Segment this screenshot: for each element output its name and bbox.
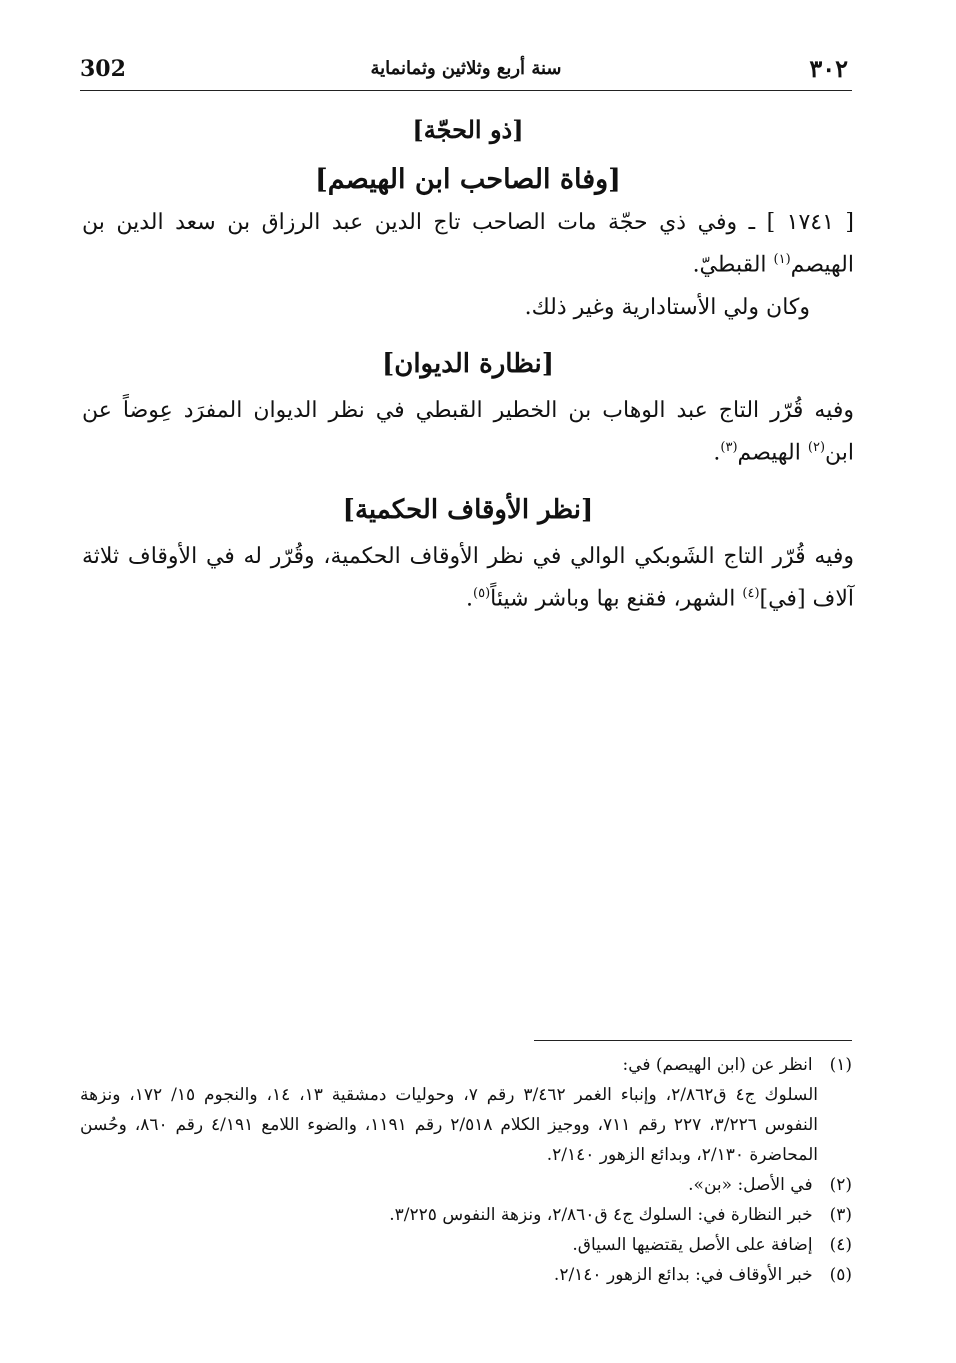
footnote-text: في الأصل: «بن». [688,1175,813,1195]
page-number-arabic: ٣٠٢ [809,54,848,83]
footnote-ref-2[interactable]: (٢) [807,440,826,456]
section-title-1: [وفاة الصاحب ابن الهيصم] [315,164,621,195]
para1-line1: ـ وفي ذي حجّة مات الصاحب تاج الدين عبد الرزاق بن سعد الدين [116,210,756,235]
para4-line1: وفيه قُرّر التاج الشَوبكي الوالي في نظر الأوقاف الحكمية، وقُرّر له في الأوقاف [127,543,854,569]
footnotes [80,1050,852,1290]
paragraph-4 [82,538,854,617]
footnote-text: خبر النظارة في: السلوك ج٤ ق٢/٨٦٠، ونزهة النفوس ٣/٢٢٥. [389,1205,813,1225]
para4-line2b: الشهر، فقنع بها وباشر شيئاً [490,585,736,611]
footnote-3 [80,1200,852,1230]
para3-line1: وفيه قُرّر التاج عبد الوهاب بن الخطير القبطي في نظر الديوان المفرَد عِوضاً عن [82,398,854,424]
month-heading: [ذو الحجّة] [412,115,524,144]
footnote-ref-5[interactable]: (٥) [473,585,491,601]
running-title: سنة أربع وثلاثين وثمانماية [370,58,562,79]
footnote-text: انظر عن (ابن الهيصم) في: [622,1055,813,1075]
paragraph-3 [82,392,854,471]
paragraph-2: وكان ولي الأستادارية وغير ذلك. [524,295,810,321]
footnote-ref-1[interactable]: (١) [773,252,791,267]
page-header [80,52,852,91]
footnote-number: (٥) [829,1265,852,1285]
main-text [82,108,854,617]
footnote-1 [80,1050,852,1080]
footnote-text: السلوك ج٤ ق٢/٨٦٢، وإنباء الغمر ٣/٤٦٢ رقم ٧، وحوليات دمشقية ١٣، ١٤، والنجوم ١٥/ [171,1085,819,1105]
para3-line2a: ابن [825,440,854,466]
paragraph-1 [82,204,854,283]
para1-line2a: بن الهيصم [82,210,854,278]
para1-line2b: القبطيّ. [692,252,767,278]
footnote-text: ١٧٢، ونزهة النفوس ٣/٢٢٦، ٢٢٧ رقم ٧١١، ووجيز الكلام ٢/٥١٨ رقم ١١٩١، والضوء اللامع [80,1085,818,1135]
footnote-divider [534,1040,852,1041]
footnote-4 [80,1230,852,1260]
para4-line2a: ثلاثة آلاف [في] [82,543,854,611]
para3-line2b: الهيصم [737,440,801,466]
footnote-number: (٢) [829,1175,852,1195]
page-number-latin: 302 [80,56,126,82]
footnote-ref-3[interactable]: (٣) [720,440,738,456]
entry-number: [ ١٧٤١ ] [766,210,855,235]
footnote-text: خبر الأوقاف في: بدائع الزهور ٢/١٤٠. [553,1265,813,1285]
footnote-ref-4[interactable]: (٤) [742,585,760,601]
footnote-number: (٤) [829,1235,852,1255]
footnote-number: (٣) [829,1205,852,1225]
para3-line2c: . [713,440,721,466]
footnote-text: إضافة على الأصل يقتضيها السياق. [572,1235,813,1255]
footnote-5 [80,1260,852,1290]
footnote-2 [80,1170,852,1200]
footnote-text: ٤/١٩١ رقم ٨٦٠، وحُسن المحاضرة ٢/١٣٠، وبدائع الزهور ٢/١٤٠. [80,1115,818,1165]
footnote-number: (١) [829,1055,852,1075]
para4-line2c: . [466,585,474,611]
section-title-2: [نظارة الديوان] [381,349,555,380]
section-title-3: [نظر الأوقاف الحكمية] [342,494,594,525]
footnote-1-continued [80,1080,852,1170]
